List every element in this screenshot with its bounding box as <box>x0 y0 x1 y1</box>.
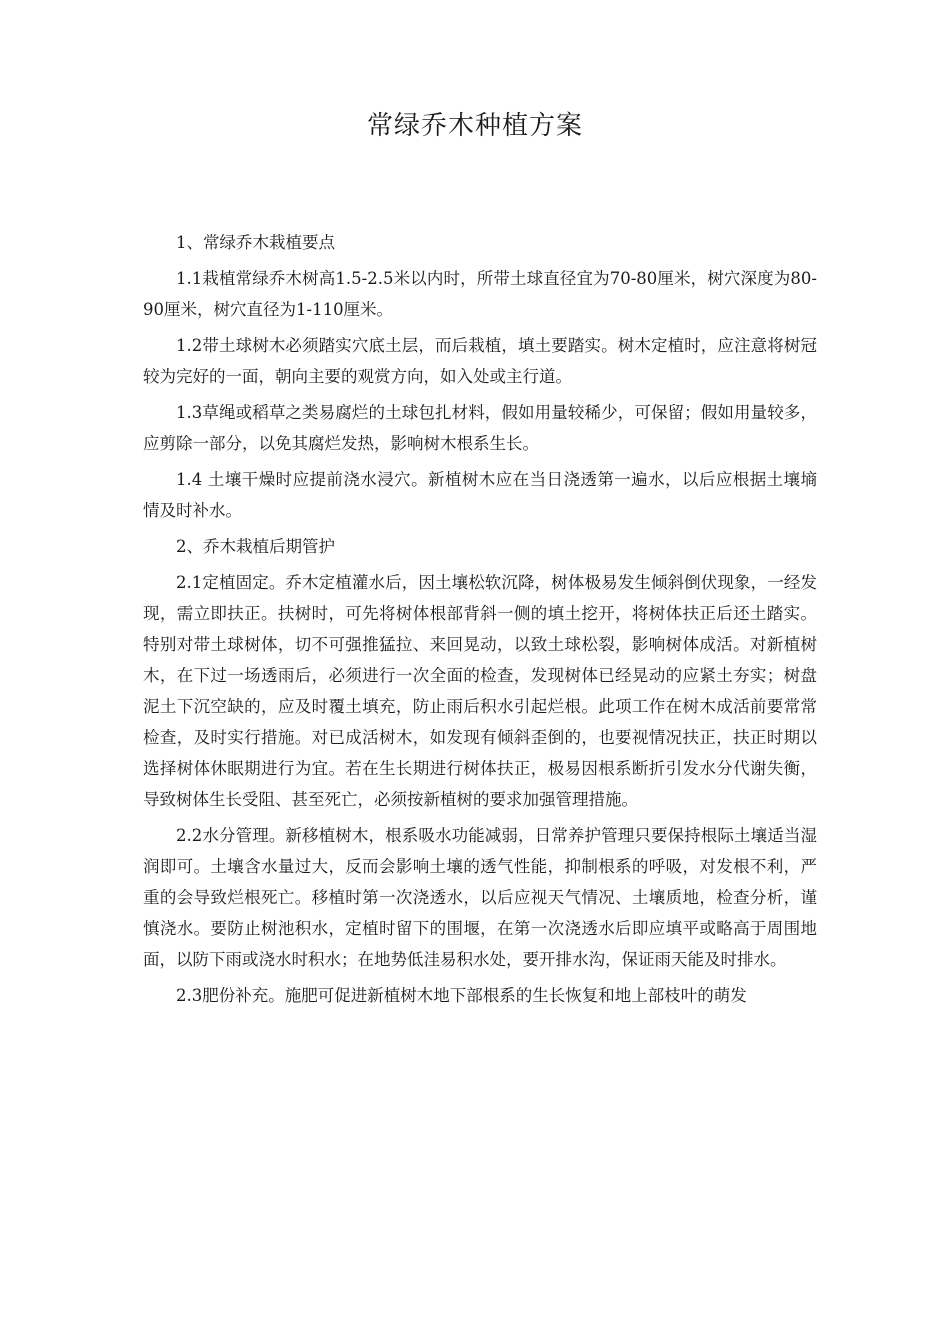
paragraph-1-1: 1.1栽植常绿乔木树高1.5-2.5米以内时，所带土球直径宜为70-80厘米，树穴深度为80-90厘米，树穴直径为1-110厘米。 <box>143 269 817 319</box>
paragraph-2-3: 2.3肥份补充。施肥可促进新植树木地下部根系的生长恢复和地上部枝叶的萌发 <box>176 986 747 1005</box>
paragraph-2-2: 2.2水分管理。新移植树木，根系吸水功能减弱，日常养护管理只要保持根际土壤适当湿润即可。土壤含水量过大，反而会影响土壤的透气性能，抑制根系的呼吸，对发根不利，严重的会导致烂根死亡。移植时第一次浇透水，以后应视天气情况、土壤质地，检查分析，谨慎浇水。要防止树池积水，定植时留下的围堰，在第一次浇透水后即应填平或略高于周围地面，以防下雨或浇水时积水；在地势低洼易积水处，要开排水沟，保证雨天能及时排水。 <box>143 826 817 969</box>
document-title: 常绿乔木种植方案 <box>366 111 583 141</box>
document-body <box>143 227 817 1016</box>
paragraph-1-4: 1.4 土壤干燥时应提前浇水浸穴。新植树木应在当日浇透第一遍水，以后应根据土壤墒情及时补水。 <box>143 470 817 520</box>
section-heading-2: 2、乔木栽植后期管护 <box>176 537 335 556</box>
paragraph-1-3: 1.3草绳或稻草之类易腐烂的土球包扎材料，假如用量较稀少，可保留；假如用量较多，应剪除一部分，以免其腐烂发热，影响树木根系生长。 <box>143 403 817 453</box>
paragraph-1-2: 1.2带土球树木必须踏实穴底土层，而后栽植，填土要踏实。树木定植时，应注意将树冠较为完好的一面，朝向主要的观赏方向，如入处或主行道。 <box>143 336 817 386</box>
paragraph-2-1: 2.1定植固定。乔木定植灌水后，因土壤松软沉降，树体极易发生倾斜倒伏现象，一经发现，需立即扶正。扶树时，可先将树体根部背斜一侧的填土挖开，将树体扶正后还土踏实。特别对带土球树体，切不可强推猛拉、来回晃动，以致土球松裂，影响树体成活。对新植树木，在下过一场透雨后，必须进行一次全面的检查，发现树体已经晃动的应紧土夯实；树盘泥土下沉空缺的，应及时覆土填充，防止雨后积水引起烂根。此项工作在树木成活前要常常检查，及时实行措施。对已成活树木，如发现有倾斜歪倒的，也要视情况扶正，扶正时期以选择树体休眠期进行为宜。若在生长期进行树体扶正，极易因根系断折引发水分代谢失衡，导致树体生长受阻、甚至死亡，必须按新植树的要求加强管理措施。 <box>143 573 817 809</box>
section-heading-1: 1、常绿乔木栽植要点 <box>176 233 335 252</box>
